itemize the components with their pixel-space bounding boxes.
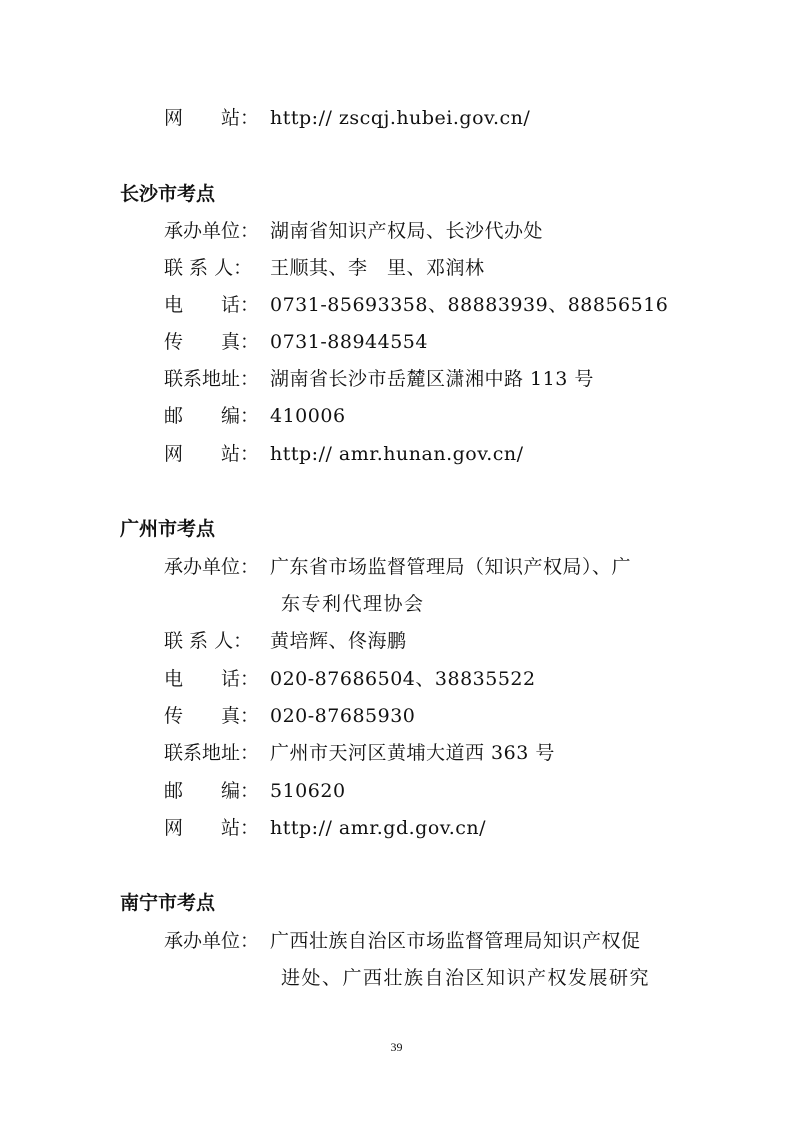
field-label: 网 站： (164, 107, 260, 129)
changsha-contacts-row (164, 255, 485, 281)
website-value: http:// amr.gd.gov.cn/ (270, 817, 487, 839)
fax-value: 0731-88944554 (270, 331, 428, 353)
changsha-phone-row (164, 292, 668, 318)
section-heading-nanning: 南宁市考点 (120, 892, 216, 914)
phone-value: 020-87686504、38835522 (270, 668, 536, 690)
organizer-value: 广东省市场监督管理局（知识产权局）、广 (270, 556, 632, 578)
field-label: 邮 编： (164, 405, 260, 427)
contacts-value: 王顺其、李 里、邓润林 (270, 257, 485, 279)
postcode-value: 410006 (270, 405, 346, 427)
organizer-value: 广西壮族自治区市场监督管理局知识产权促 (270, 930, 641, 952)
section-heading-guangzhou: 广州市考点 (120, 518, 216, 540)
field-label: 传 真： (164, 331, 260, 353)
field-label: 网 站： (164, 817, 260, 839)
postcode-value: 510620 (270, 780, 346, 802)
field-label: 邮 编： (164, 780, 260, 802)
field-label: 联 系 人： (164, 257, 253, 279)
phone-value: 0731-85693358、88883939、88856516 (270, 294, 669, 316)
section-heading-changsha: 长沙市考点 (120, 183, 216, 205)
guangzhou-website-row (164, 815, 486, 841)
guangzhou-phone-row (164, 666, 536, 692)
guangzhou-postcode-row (164, 778, 346, 804)
field-label: 网 站： (164, 443, 260, 465)
field-label: 联系地址： (164, 742, 260, 764)
contacts-value: 黄培辉、佟海鹏 (270, 630, 407, 652)
field-label: 联系地址： (164, 368, 260, 390)
changsha-fax-row (164, 329, 428, 355)
website-value: http:// amr.hunan.gov.cn/ (270, 443, 524, 465)
fax-value: 020-87685930 (270, 705, 416, 727)
address-value: 湖南省长沙市岳麓区潇湘中路 113 号 (270, 368, 594, 390)
nanning-organizer-row (164, 928, 641, 954)
changsha-address-row (164, 366, 594, 392)
guangzhou-organizer-continuation: 东专利代理协会 (281, 593, 425, 615)
organizer-value: 湖南省知识产权局、长沙代办处 (270, 220, 544, 242)
field-label: 传 真： (164, 705, 260, 727)
field-label: 承办单位： (164, 220, 260, 242)
changsha-website-row (164, 441, 524, 467)
guangzhou-contacts-row (164, 628, 407, 654)
field-label: 联 系 人： (164, 630, 253, 652)
wuhan-website-row (164, 105, 530, 131)
field-label: 电 话： (164, 668, 260, 690)
nanning-organizer-continuation: 进处、广西壮族自治区知识产权发展研究 (281, 967, 651, 989)
field-label: 电 话： (164, 294, 260, 316)
address-value: 广州市天河区黄埔大道西 363 号 (270, 742, 555, 764)
field-label: 承办单位： (164, 556, 260, 578)
guangzhou-organizer-row (164, 554, 631, 580)
guangzhou-address-row (164, 740, 555, 766)
changsha-postcode-row (164, 403, 346, 429)
field-label: 承办单位： (164, 930, 260, 952)
guangzhou-fax-row (164, 703, 415, 729)
page-number: 39 (390, 1040, 403, 1054)
website-value: http:// zscqj.hubei.gov.cn/ (270, 107, 531, 129)
changsha-organizer-row (164, 218, 543, 244)
